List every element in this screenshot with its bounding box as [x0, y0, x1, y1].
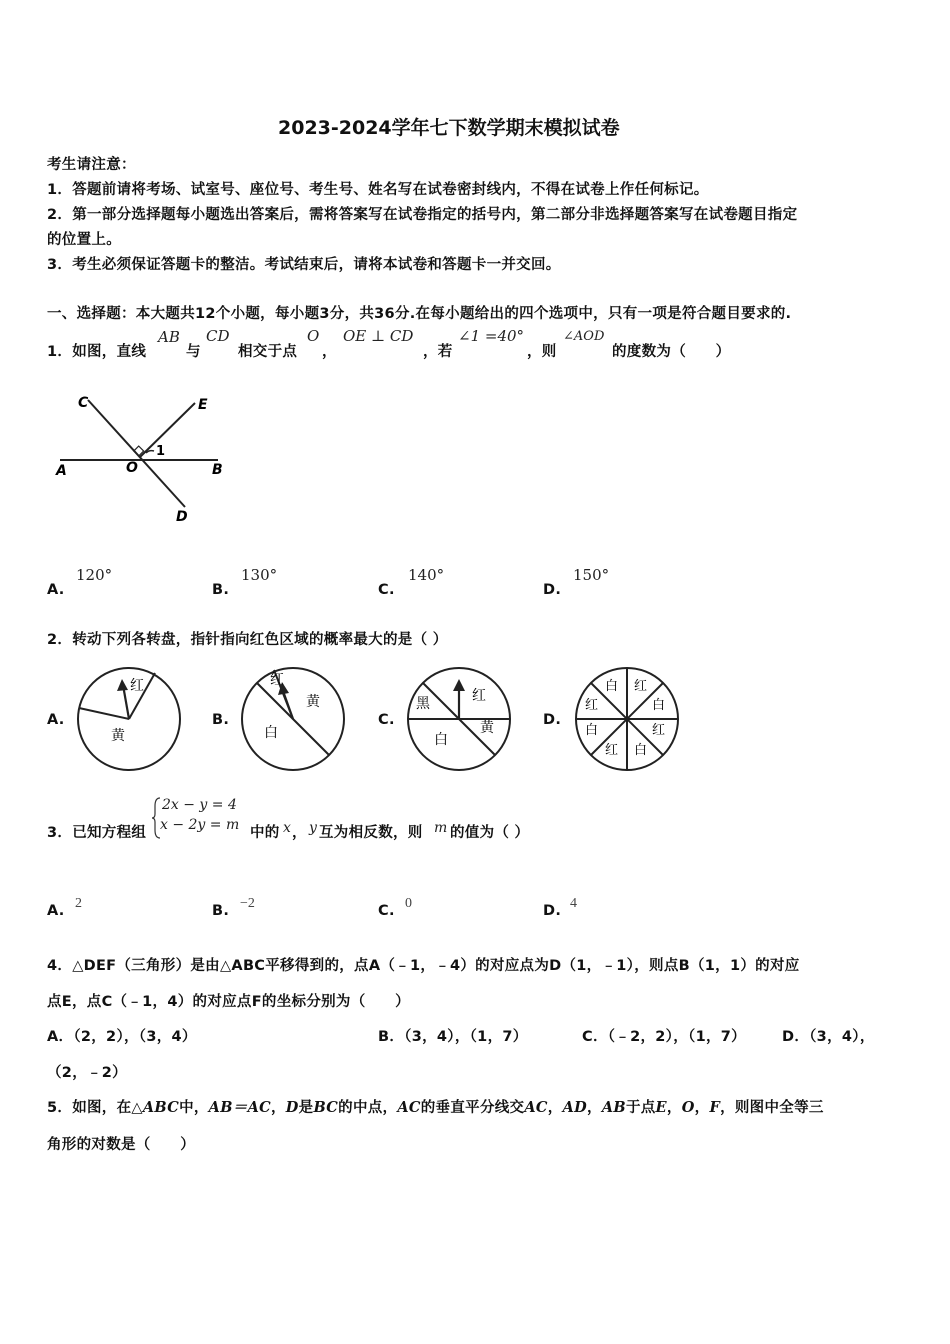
wheel-c-yellow-label: 黄 — [480, 720, 494, 736]
q5-text-7: ， — [547, 1100, 563, 1116]
q3-text-2: 中的 — [250, 825, 280, 841]
q5-line-2: 角形的对数是（ ） — [47, 1137, 195, 1153]
q3-equation-2: x − 2y = m — [160, 817, 240, 833]
q4-option-b[interactable]: B．（3，4），（1，7） — [378, 1029, 528, 1045]
page-title: 2023-2024学年七下数学期末模拟试卷 — [278, 117, 620, 139]
notice-line-2: 2．第一部分选择题每小题选出答案后，需将答案写在试卷指定的括号内，第二部分非选择题答案写在试卷题目指定 — [47, 207, 798, 223]
q2-option-a-label[interactable]: A. — [47, 712, 65, 728]
notice-line-2-cont: 的位置上。 — [47, 232, 121, 248]
label-o: O — [126, 460, 138, 476]
q1-figure — [40, 385, 240, 530]
q2-option-d-label[interactable]: D. — [543, 712, 562, 728]
q3-var-y: y — [309, 820, 317, 836]
wheel-d-sector-4: 红 — [652, 723, 666, 738]
q5-math-ab: AB — [601, 1099, 626, 1116]
q5-text-8: ， — [587, 1100, 602, 1116]
q3-option-d-label[interactable]: D. — [543, 903, 562, 919]
q5-text-10: ， — [666, 1100, 682, 1116]
q4-line-1: 4．△DEF（三角形）是由△ABC平移得到的，点A（﹣1，﹣4）的对应点为D（1，﹣1），则点B（1，1）的对应 — [47, 958, 800, 974]
q1-option-d-value: 150° — [573, 566, 610, 584]
q5-text-11: ， — [694, 1100, 710, 1116]
q1-math-o: O — [307, 327, 320, 345]
q3-option-c-label[interactable]: C. — [378, 903, 395, 919]
q5-text-4: 是 — [298, 1100, 314, 1116]
q5-line-1 — [47, 1096, 824, 1117]
wheel-b-yellow-label: 黄 — [306, 694, 320, 710]
q1-text-2: 与 — [186, 344, 201, 360]
q1-text-1: 1．如图，直线 — [47, 344, 147, 360]
wheel-a-red-label: 红 — [130, 678, 144, 694]
q5-math-ac-2: AC — [524, 1099, 548, 1116]
ray-oe — [140, 403, 195, 457]
label-e: E — [198, 397, 208, 413]
q3-var-m: m — [434, 820, 448, 836]
q3-option-b-value: −2 — [240, 896, 255, 911]
wheel-d-sector-7: 白 — [585, 723, 599, 738]
q1-text-7: 的度数为（ ） — [612, 344, 731, 360]
wheel-c-white-label: 白 — [434, 732, 448, 748]
notice-line-1: 1．答题前请将考场、试室号、座位号、考生号、姓名写在试卷密封线内，不得在试卷上作任何标记。 — [47, 182, 709, 198]
q4-option-c[interactable]: C．（﹣2，2），（1，7） — [582, 1029, 746, 1045]
q4-option-d-cont: （2，﹣2） — [47, 1065, 127, 1081]
section-heading: 一、选择题：本大题共12个小题，每小题3分，共36分.在每小题给出的四个选项中，只有一项是符合题目要求的. — [47, 306, 792, 322]
q1-math-oe-perp-cd: OE ⊥ CD — [343, 327, 414, 345]
q5-text-5: 的中点， — [338, 1100, 398, 1116]
q4-option-d[interactable]: D．（3，4）， — [782, 1029, 875, 1045]
q2-wheel-b — [238, 664, 348, 774]
q1-text-6: ，则 — [527, 344, 557, 360]
q2-option-b-label[interactable]: B. — [212, 712, 230, 728]
q2-text: 2．转动下列各转盘，指针指向红色区域的概率最大的是（ ） — [47, 632, 448, 648]
q1-option-a-value: 120° — [76, 566, 113, 584]
q2-wheel-c — [404, 664, 514, 774]
q1-option-c-label[interactable]: C. — [378, 582, 395, 598]
q3-option-a-label[interactable]: A. — [47, 903, 65, 919]
q3-equation-1: 2x − y = 4 — [162, 797, 237, 813]
q3-text-4: 互为相反数，则 — [319, 825, 423, 841]
q3-var-x: x — [283, 820, 291, 836]
q5-math-d: D — [285, 1099, 299, 1116]
q3-option-b-label[interactable]: B. — [212, 903, 230, 919]
wheel-d-sector-8: 红 — [585, 698, 599, 713]
label-1: 1 — [156, 444, 166, 459]
q2-option-c-label[interactable]: C. — [378, 712, 395, 728]
wheel-d-sector-1: 白 — [605, 679, 619, 694]
q5-math-e: E — [655, 1099, 667, 1116]
q3-text-3: ， — [292, 825, 307, 841]
q4-option-a[interactable]: A．（2，2），（3，4） — [47, 1029, 197, 1045]
q1-text-3: 相交于点 — [238, 344, 298, 360]
wheel-b-red-label: 红 — [270, 672, 284, 688]
wheel-c-red-label: 红 — [472, 688, 486, 704]
q5-math-bc: BC — [313, 1099, 339, 1116]
q3-option-d-value: 4 — [570, 896, 577, 911]
q2-wheel-d — [572, 664, 682, 774]
q5-math-f: F — [709, 1099, 721, 1116]
q1-math-ab: AB — [158, 328, 180, 346]
q3-option-a-value: 2 — [75, 896, 82, 911]
label-a: A — [56, 463, 67, 479]
q1-math-aod: ∠AOD — [563, 329, 605, 344]
q5-math-abc: ABC — [142, 1099, 180, 1116]
wheel-d-sector-5: 白 — [634, 743, 648, 758]
q5-math-ac: AC — [397, 1099, 421, 1116]
wheel-c-black-label: 黑 — [416, 696, 430, 712]
q5-text-9: 于点 — [625, 1100, 656, 1116]
q4-line-2: 点E，点C（﹣1，4）的对应点F的坐标分别为（ ） — [47, 994, 410, 1010]
wheel-b-white-label: 白 — [264, 725, 278, 741]
q5-math-o: O — [681, 1099, 695, 1116]
wheel-d-sector-3: 白 — [652, 698, 666, 713]
notice-header: 考生请注意： — [47, 157, 136, 173]
q3-option-c-value: 0 — [405, 896, 412, 911]
q1-option-d-label[interactable]: D. — [543, 582, 562, 598]
q5-text-6: 的垂直平分线交 — [420, 1100, 525, 1116]
label-c: C — [78, 395, 89, 411]
q1-math-cd: CD — [206, 327, 230, 345]
q5-text-1: 5．如图，在△ — [47, 1100, 143, 1116]
q1-option-b-value: 130° — [241, 566, 278, 584]
q5-text-3: ， — [270, 1100, 286, 1116]
notice-line-3: 3．考生必须保证答题卡的整洁。考试结束后，请将本试卷和答题卡一并交回。 — [47, 257, 561, 273]
q3-text-1: 3．已知方程组 — [47, 825, 147, 841]
q5-text-2: 中， — [179, 1100, 209, 1116]
wheel-d-sector-2: 红 — [634, 679, 648, 694]
wheel-d-sector-6: 红 — [605, 743, 619, 758]
q2-wheel-a — [75, 665, 185, 775]
q1-text-4: ， — [322, 344, 337, 360]
label-d: D — [176, 509, 188, 525]
q1-math-angle1: ∠1 =40° — [458, 327, 525, 345]
q5-math-ab-eq-ac: AB＝AC — [208, 1099, 271, 1116]
wheel-a-yellow-label: 黄 — [111, 728, 125, 744]
q1-option-c-value: 140° — [408, 566, 445, 584]
label-b: B — [212, 462, 223, 478]
q5-math-ad: AD — [562, 1099, 588, 1116]
q3-text-5: 的值为（ ） — [450, 825, 530, 841]
q1-text-5: ，若 — [423, 344, 453, 360]
q1-option-a-label[interactable]: A. — [47, 582, 65, 598]
q1-option-b-label[interactable]: B. — [212, 582, 230, 598]
q5-text-12: ，则图中全等三 — [720, 1100, 824, 1116]
